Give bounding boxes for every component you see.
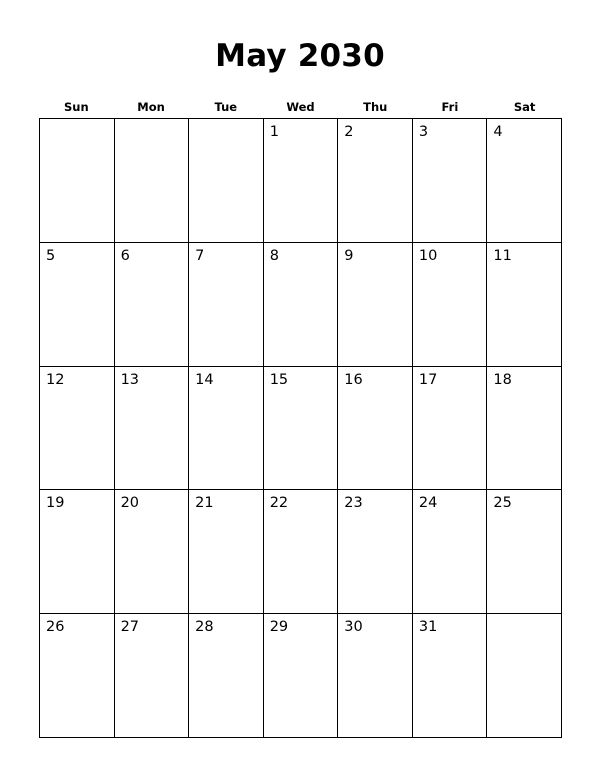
day-number: 26 <box>46 619 65 636</box>
day-number: 18 <box>493 371 512 388</box>
day-cell <box>487 119 562 243</box>
calendar-grid <box>39 118 562 738</box>
day-cell <box>115 243 190 367</box>
day-number: 28 <box>195 619 214 636</box>
day-cell <box>487 490 562 614</box>
day-number: 21 <box>195 495 214 512</box>
weekday-sat: Sat <box>513 100 536 114</box>
weekday-sun: Sun <box>64 100 89 114</box>
day-cell <box>115 490 190 614</box>
day-cell <box>487 367 562 491</box>
day-cell <box>487 614 562 738</box>
day-cell <box>264 119 339 243</box>
day-number: 30 <box>344 619 363 636</box>
day-number: 17 <box>418 371 438 388</box>
day-cell <box>338 490 413 614</box>
day-cell <box>115 119 190 243</box>
day-cell <box>413 367 488 491</box>
day-cell <box>264 490 339 614</box>
day-number: 31 <box>418 619 438 636</box>
day-cell <box>338 119 413 243</box>
day-cell <box>115 367 190 491</box>
day-number: 2 <box>344 124 354 140</box>
day-number: 3 <box>418 124 429 140</box>
day-cell <box>40 119 115 243</box>
day-number: 23 <box>344 495 363 512</box>
day-cell <box>338 614 413 738</box>
day-cell <box>413 119 488 243</box>
day-cell <box>413 490 488 614</box>
day-number: 7 <box>195 247 205 264</box>
weekday-tue: Tue <box>214 100 238 114</box>
day-cell <box>189 614 264 738</box>
day-number: 29 <box>269 619 289 636</box>
weekday-fri: Fri <box>441 100 459 114</box>
day-number: 4 <box>493 124 503 140</box>
calendar-title: May 2030 <box>215 38 385 74</box>
day-number: 19 <box>46 495 65 512</box>
day-number: 1 <box>269 124 279 140</box>
day-number: 16 <box>344 371 363 388</box>
day-number: 15 <box>269 371 289 388</box>
day-cell <box>338 243 413 367</box>
day-cell <box>413 243 488 367</box>
day-number: 11 <box>493 247 512 264</box>
day-number: 10 <box>418 247 438 264</box>
day-number: 25 <box>493 495 512 512</box>
day-number: 20 <box>120 495 140 512</box>
day-cell <box>115 614 190 738</box>
day-number: 14 <box>195 371 214 388</box>
weekday-header-row <box>39 98 562 116</box>
day-number: 6 <box>120 247 130 264</box>
day-number: 5 <box>46 247 56 264</box>
day-number: 8 <box>269 247 279 264</box>
weekday-thu: Thu <box>363 100 388 114</box>
day-number: 22 <box>269 495 289 512</box>
day-number: 13 <box>120 371 140 388</box>
day-cell <box>40 614 115 738</box>
day-number: 27 <box>120 619 140 636</box>
day-cell <box>338 367 413 491</box>
day-cell <box>189 119 264 243</box>
day-cell <box>40 490 115 614</box>
day-number: 24 <box>418 495 438 512</box>
weekday-mon: Mon <box>137 100 165 114</box>
day-cell <box>264 614 339 738</box>
weekday-wed: Wed <box>286 100 315 114</box>
day-number: 9 <box>344 247 354 264</box>
day-number: 12 <box>46 371 65 388</box>
day-cell <box>40 243 115 367</box>
day-cell <box>40 367 115 491</box>
day-cell <box>189 243 264 367</box>
day-cell <box>189 490 264 614</box>
day-cell <box>189 367 264 491</box>
day-cell <box>264 243 339 367</box>
day-cell <box>487 243 562 367</box>
day-cell <box>413 614 488 738</box>
day-cell <box>264 367 339 491</box>
